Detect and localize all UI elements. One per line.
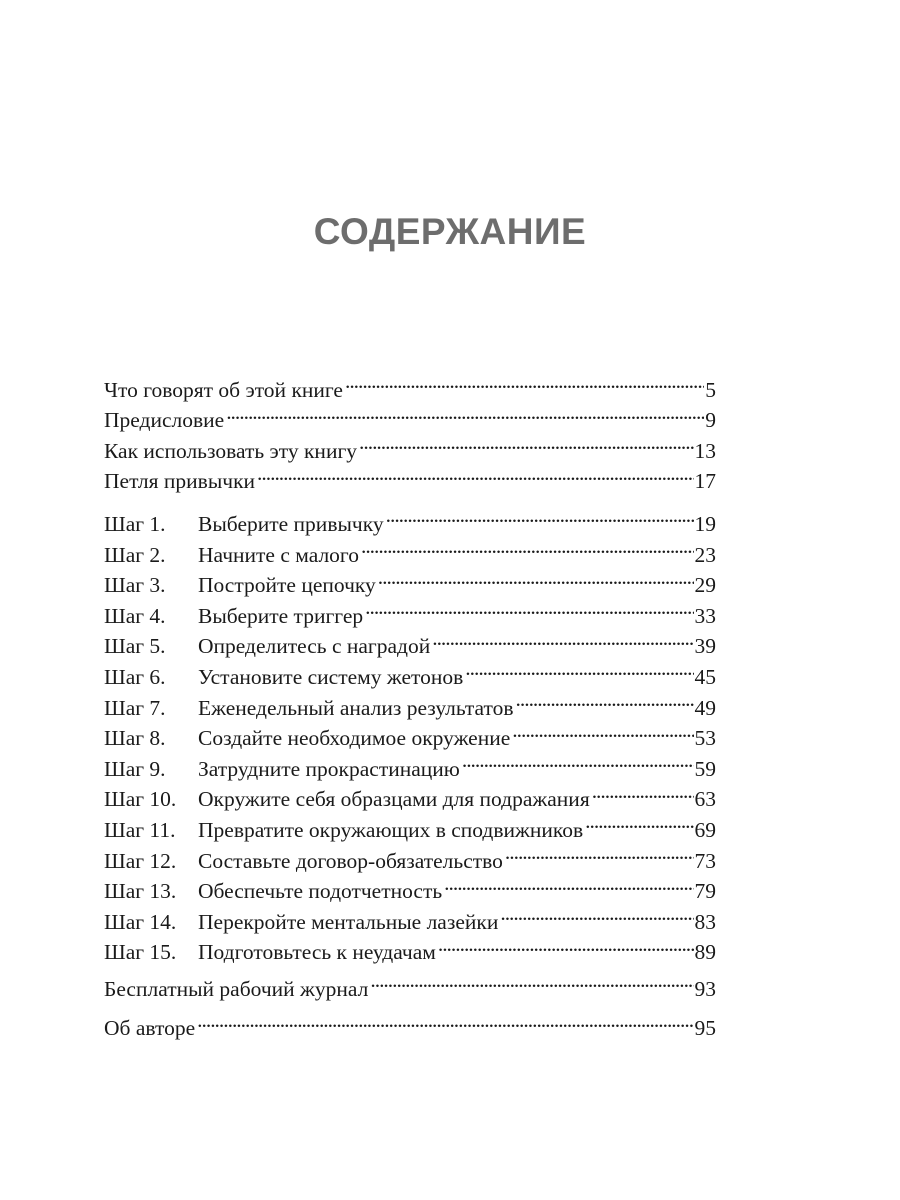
toc-step-1 (104, 500, 716, 536)
dot-leader (500, 898, 693, 929)
entry-page: 45 (694, 664, 716, 689)
dot-leader (386, 500, 694, 531)
step-label: Шаг 3. (104, 573, 166, 598)
entry-title: Создайте необходимое окружение (198, 726, 511, 751)
step-label: Шаг 8. (104, 726, 166, 751)
toc-entry-about-author (104, 1005, 716, 1041)
entry-page: 69 (694, 817, 716, 842)
step-label: Шаг 4. (104, 603, 166, 628)
entry-page: 53 (694, 726, 716, 751)
dot-leader (444, 868, 693, 899)
entry-page: 17 (694, 469, 716, 494)
entry-title: Об авторе (104, 1016, 196, 1041)
dot-leader (378, 562, 694, 593)
dot-leader (516, 684, 694, 715)
entry-title: Обеспечьте подотчетность (198, 879, 443, 904)
dot-leader (438, 929, 694, 960)
dot-leader (361, 531, 694, 562)
dot-leader (370, 965, 693, 996)
entry-page: 73 (694, 848, 716, 873)
entry-page: 49 (694, 695, 716, 720)
dot-leader (505, 837, 694, 868)
toc-entry-what-they-say (104, 366, 716, 402)
dot-leader (226, 397, 704, 428)
entry-page: 33 (694, 603, 716, 628)
step-label: Шаг 9. (104, 756, 166, 781)
entry-page: 63 (694, 787, 716, 812)
entry-title: Установите систему жетонов (198, 664, 464, 689)
entry-page: 13 (694, 438, 716, 463)
entry-page: 59 (694, 756, 716, 781)
entry-title: Петля привычки (104, 469, 256, 494)
dot-leader (345, 366, 704, 397)
dot-leader (257, 458, 693, 489)
closing-entry-author (104, 1005, 716, 1041)
entry-page: 89 (694, 940, 716, 965)
toc-entry-free-journal (104, 965, 716, 1001)
dot-leader (585, 806, 693, 837)
table-of-contents (104, 366, 716, 1041)
step-label: Шаг 6. (104, 664, 166, 689)
entry-page: 39 (694, 634, 716, 659)
step-label: Шаг 11. (104, 817, 176, 842)
entry-title: Постройте цепочку (198, 573, 376, 598)
step-label: Шаг 12. (104, 848, 177, 873)
entry-title: Что говорят об этой книге (104, 377, 343, 402)
entry-title: Как использовать эту книгу (104, 438, 358, 463)
entry-page: 79 (694, 879, 716, 904)
step-label: Шаг 1. (104, 511, 166, 536)
dot-leader (197, 1005, 693, 1036)
entry-title: Начните с малого (198, 542, 359, 567)
dot-leader (432, 623, 693, 654)
step-label: Шаг 2. (104, 542, 166, 567)
entry-page: 5 (705, 377, 716, 402)
step-label: Шаг 13. (104, 879, 177, 904)
entry-title: Составьте договор-обязательство (198, 848, 503, 873)
entry-page: 23 (694, 542, 716, 567)
entry-page: 19 (694, 511, 716, 536)
page-title: СОДЕРЖАНИЕ (313, 211, 587, 252)
step-label: Шаг 10. (104, 787, 177, 812)
entry-title: Выберите триггер (198, 603, 364, 628)
dot-leader (359, 427, 693, 458)
entry-title: Определитесь с наградой (198, 634, 431, 659)
dot-leader (365, 592, 693, 623)
closing-entry-journal (104, 965, 716, 1001)
entry-title: Предисловие (104, 408, 225, 433)
step-entries (104, 500, 716, 965)
entry-title: Перекройте ментальные лазейки (198, 909, 499, 934)
entry-page: 95 (694, 1016, 716, 1041)
entry-title: Еженедельный анализ результатов (198, 695, 514, 720)
dot-leader (465, 653, 693, 684)
entry-title: Выберите привычку (198, 511, 384, 536)
entry-page: 83 (694, 909, 716, 934)
entry-title: Бесплатный рабочий журнал (104, 976, 369, 1001)
step-label: Шаг 5. (104, 634, 166, 659)
entry-title: Окружите себя образцами для подражания (198, 787, 590, 812)
dot-leader (512, 715, 693, 746)
entry-title: Подготовьтесь к неудачам (198, 940, 436, 965)
intro-entries (104, 366, 716, 494)
dot-leader (462, 745, 694, 776)
entry-page: 29 (694, 573, 716, 598)
entry-page: 93 (694, 976, 716, 1001)
dot-leader (592, 776, 694, 807)
step-label: Шаг 14. (104, 909, 177, 934)
step-label: Шаг 7. (104, 695, 166, 720)
entry-page: 9 (705, 408, 716, 433)
step-label: Шаг 15. (104, 940, 177, 965)
entry-title: Превратите окружающих в сподвижников (198, 817, 584, 842)
entry-title: Затрудните прокрастинацию (198, 756, 460, 781)
